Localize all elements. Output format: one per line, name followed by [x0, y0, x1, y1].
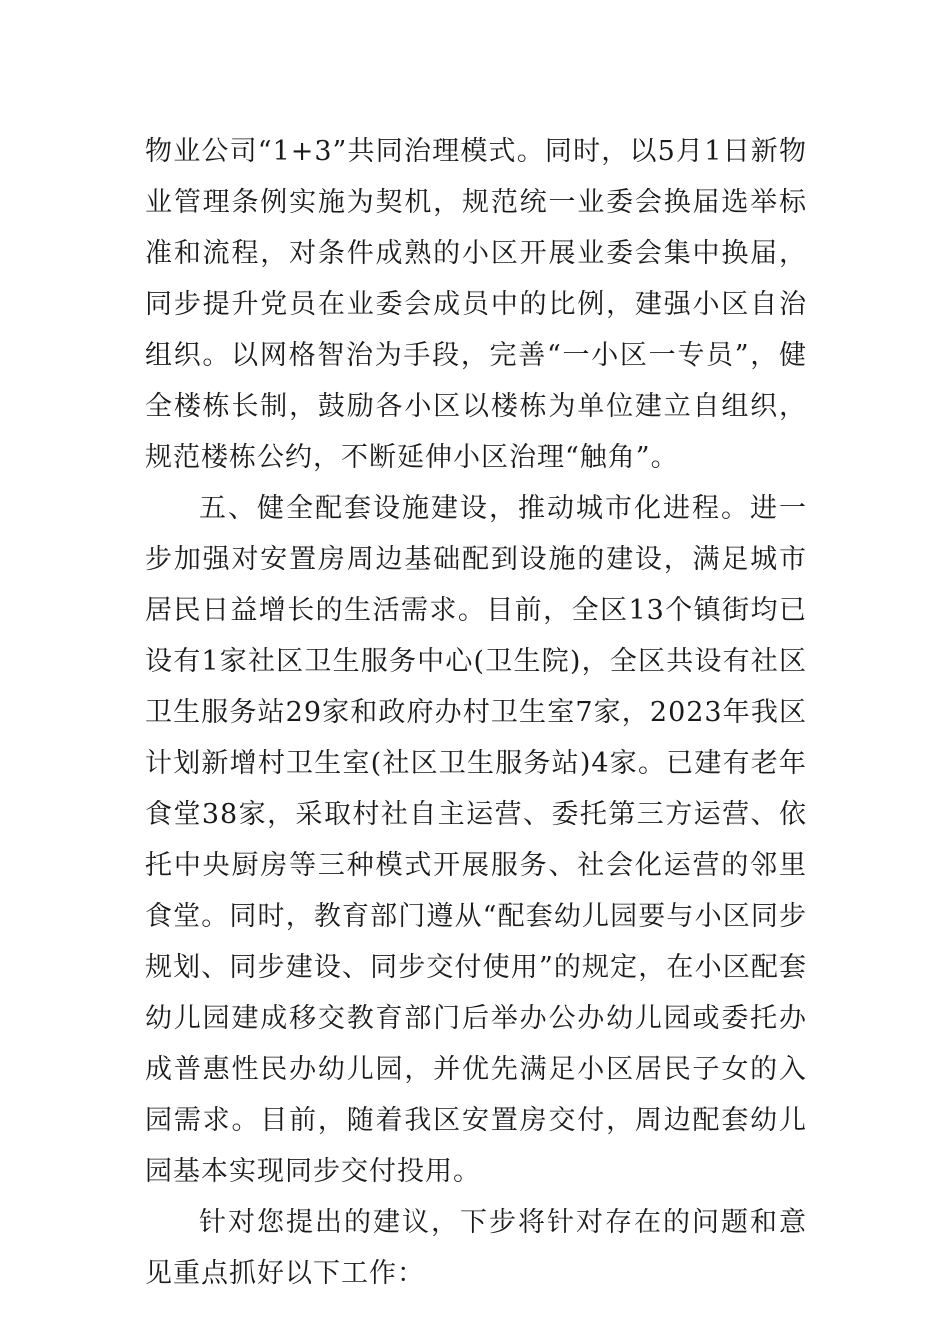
- paragraph-next-steps: 针对您提出的建议，下步将针对存在的问题和意见重点抓好以下工作：: [145, 1207, 807, 1289]
- document-page: [145, 126, 807, 1299]
- paragraph-property-governance: 物业公司“1+3”共同治理模式。同时，以5月1日新物业管理条例实施为契机，规范统一业委会换届选举标准和流程，对条件成熟的小区开展业委会集中换届，同步提升党员在业委会成员中的比例，建强小区自治组织。以网格智治为手段，完善“一小区一专员”，健全楼栋长制，鼓励各小区以楼栋为单位建立自组织，规范楼栋公约，不断延伸小区治理“触角”。: [145, 136, 807, 473]
- paragraph-supporting-facilities: 五、健全配套设施建设，推动城市化进程。进一步加强对安置房周边基础配到设施的建设，满足城市居民日益增长的生活需求。目前，全区13个镇街均已设有1家社区卫生服务中心(卫生院)，全区共设有社区卫生服务站29家和政府办村卫生室7家，2023年我区计划新增村卫生室(社区卫生服务站)4家。已建有老年食堂38家，采取村社自主运营、委托第三方运营、依托中央厨房等三种模式开展服务、社会化运营的邻里食堂。同时，教育部门遵从“配套幼儿园要与小区同步规划、同步建设、同步交付使用”的规定，在小区配套幼儿园建成移交教育部门后举办公办幼儿园或委托办成普惠性民办幼儿园，并优先满足小区居民子女的入园需求。目前，随着我区安置房交付，周边配套幼儿园基本实现同步交付投用。: [145, 493, 807, 1187]
